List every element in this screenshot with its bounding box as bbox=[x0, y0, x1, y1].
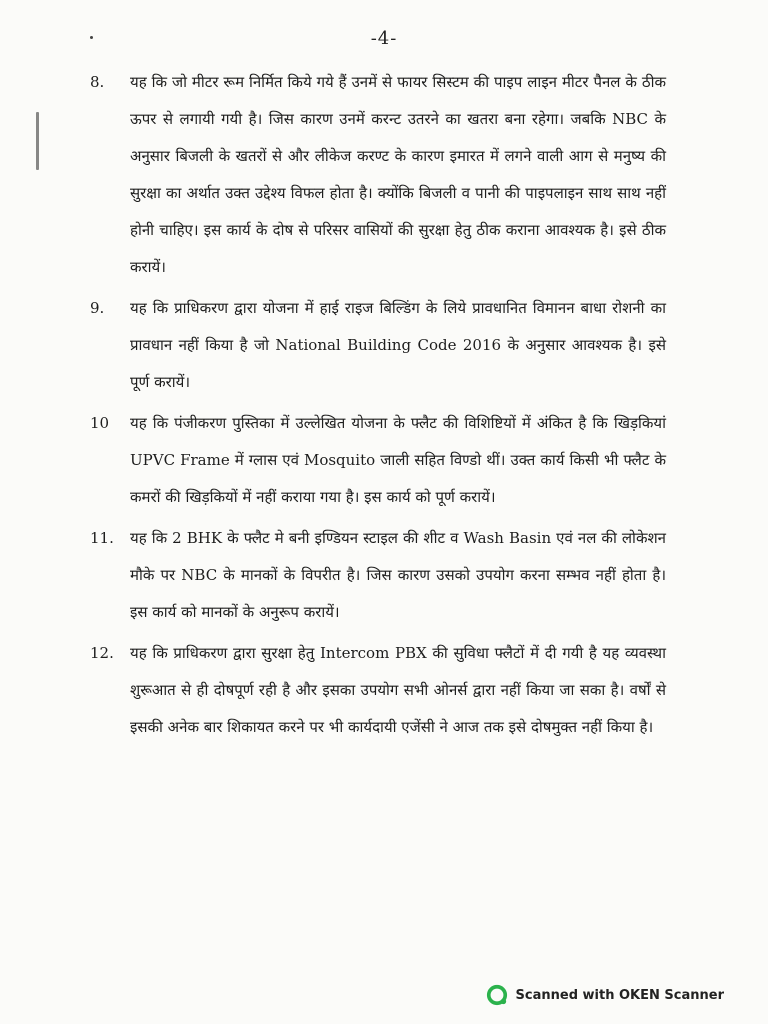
paragraph-text: यह कि प्राधिकरण द्वारा सुरक्षा हेतु Intercom PBX की सुविधा फ्लैटों में दी गयी है यह व्यवस्था शुरूआत से ही दोषपूर्ण रही है और इसका उपयोग सभी ओनर्स द्वारा नहीं किया जा सका है। वर्षों से इसकी अनेक बार शिकायत करने पर भी कार्यदायी एजेंसी ने आज तक इसे दोषमुक्त नहीं किया है। bbox=[130, 644, 666, 736]
paragraph-number: 10 bbox=[90, 414, 110, 432]
paragraph-number: 11. bbox=[90, 529, 114, 547]
paragraph-8 bbox=[90, 64, 666, 286]
paragraph-number: 9. bbox=[90, 299, 105, 317]
paragraph-text: यह कि जो मीटर रूम निर्मित किये गये हैं उनमें से फायर सिस्टम की पाइप लाइन मीटर पैनल के ठीक ऊपर से लगायी गयी है। जिस कारण उनमें करन्ट उतरने का खतरा बना रहेगा। जबकि NBC के अनुसार बिजली के खतरों से और लीकेज करण्ट के कारण इमारत में लगने वाली आग से मनुष्य की सुरक्षा का अर्थात उक्त उद्देश्य विफल होता है। क्योंकि बिजली व पानी की पाइपलाइन साथ साथ नहीं होनी चाहिए। इस कार्य के दोष से परिसर वासियों की सुरक्षा हेतु ठीक कराना आवश्यक है। इसे ठीक करायें। bbox=[130, 73, 666, 276]
margin-pen-mark bbox=[36, 112, 39, 170]
paragraph-11 bbox=[90, 520, 666, 631]
paragraph-10 bbox=[90, 405, 666, 516]
paragraph-text: यह कि 2 BHK के फ्लैट मे बनी इण्डियन स्टाइल की शीट व Wash Basin एवं नल की लोकेशन मौके पर NBC के मानकों के विपरीत है। जिस कारण उसको उपयोग करना सम्भव नहीं होता है। इस कार्य को मानकों के अनुरूप करायें। bbox=[130, 529, 666, 621]
paragraph-9 bbox=[90, 290, 666, 401]
document-body bbox=[90, 64, 666, 746]
paragraph-number: 12. bbox=[90, 644, 114, 662]
paragraph-text: यह कि प्राधिकरण द्वारा योजना में हाई राइज बिल्डिंग के लिये प्रावधानित विमानन बाधा रोशनी का प्रावधान नहीं किया है जो National Building Code 2016 के अनुसार आवश्यक है। इसे पूर्ण करायें। bbox=[130, 299, 666, 391]
paragraph-text: यह कि पंजीकरण पुस्तिका में उल्लेखित योजना के फ्लैट की विशिष्टियों में अंकित है कि खिड़कियां UPVC Frame में ग्लास एवं Mosquito जाली सहित विण्डो थीं। उक्त कार्य किसी भी फ्लैट के कमरों की खिड़कियों में नहीं कराया गया है। इस कार्य को पूर्ण करायें। bbox=[130, 414, 666, 506]
oken-scanner-logo-icon bbox=[486, 984, 508, 1006]
paragraph-number: 8. bbox=[90, 73, 105, 91]
scanner-watermark bbox=[486, 984, 724, 1006]
page-number: -4- bbox=[370, 28, 398, 49]
paragraph-12 bbox=[90, 635, 666, 746]
scanner-text: Scanned with OKEN Scanner bbox=[515, 987, 724, 1003]
